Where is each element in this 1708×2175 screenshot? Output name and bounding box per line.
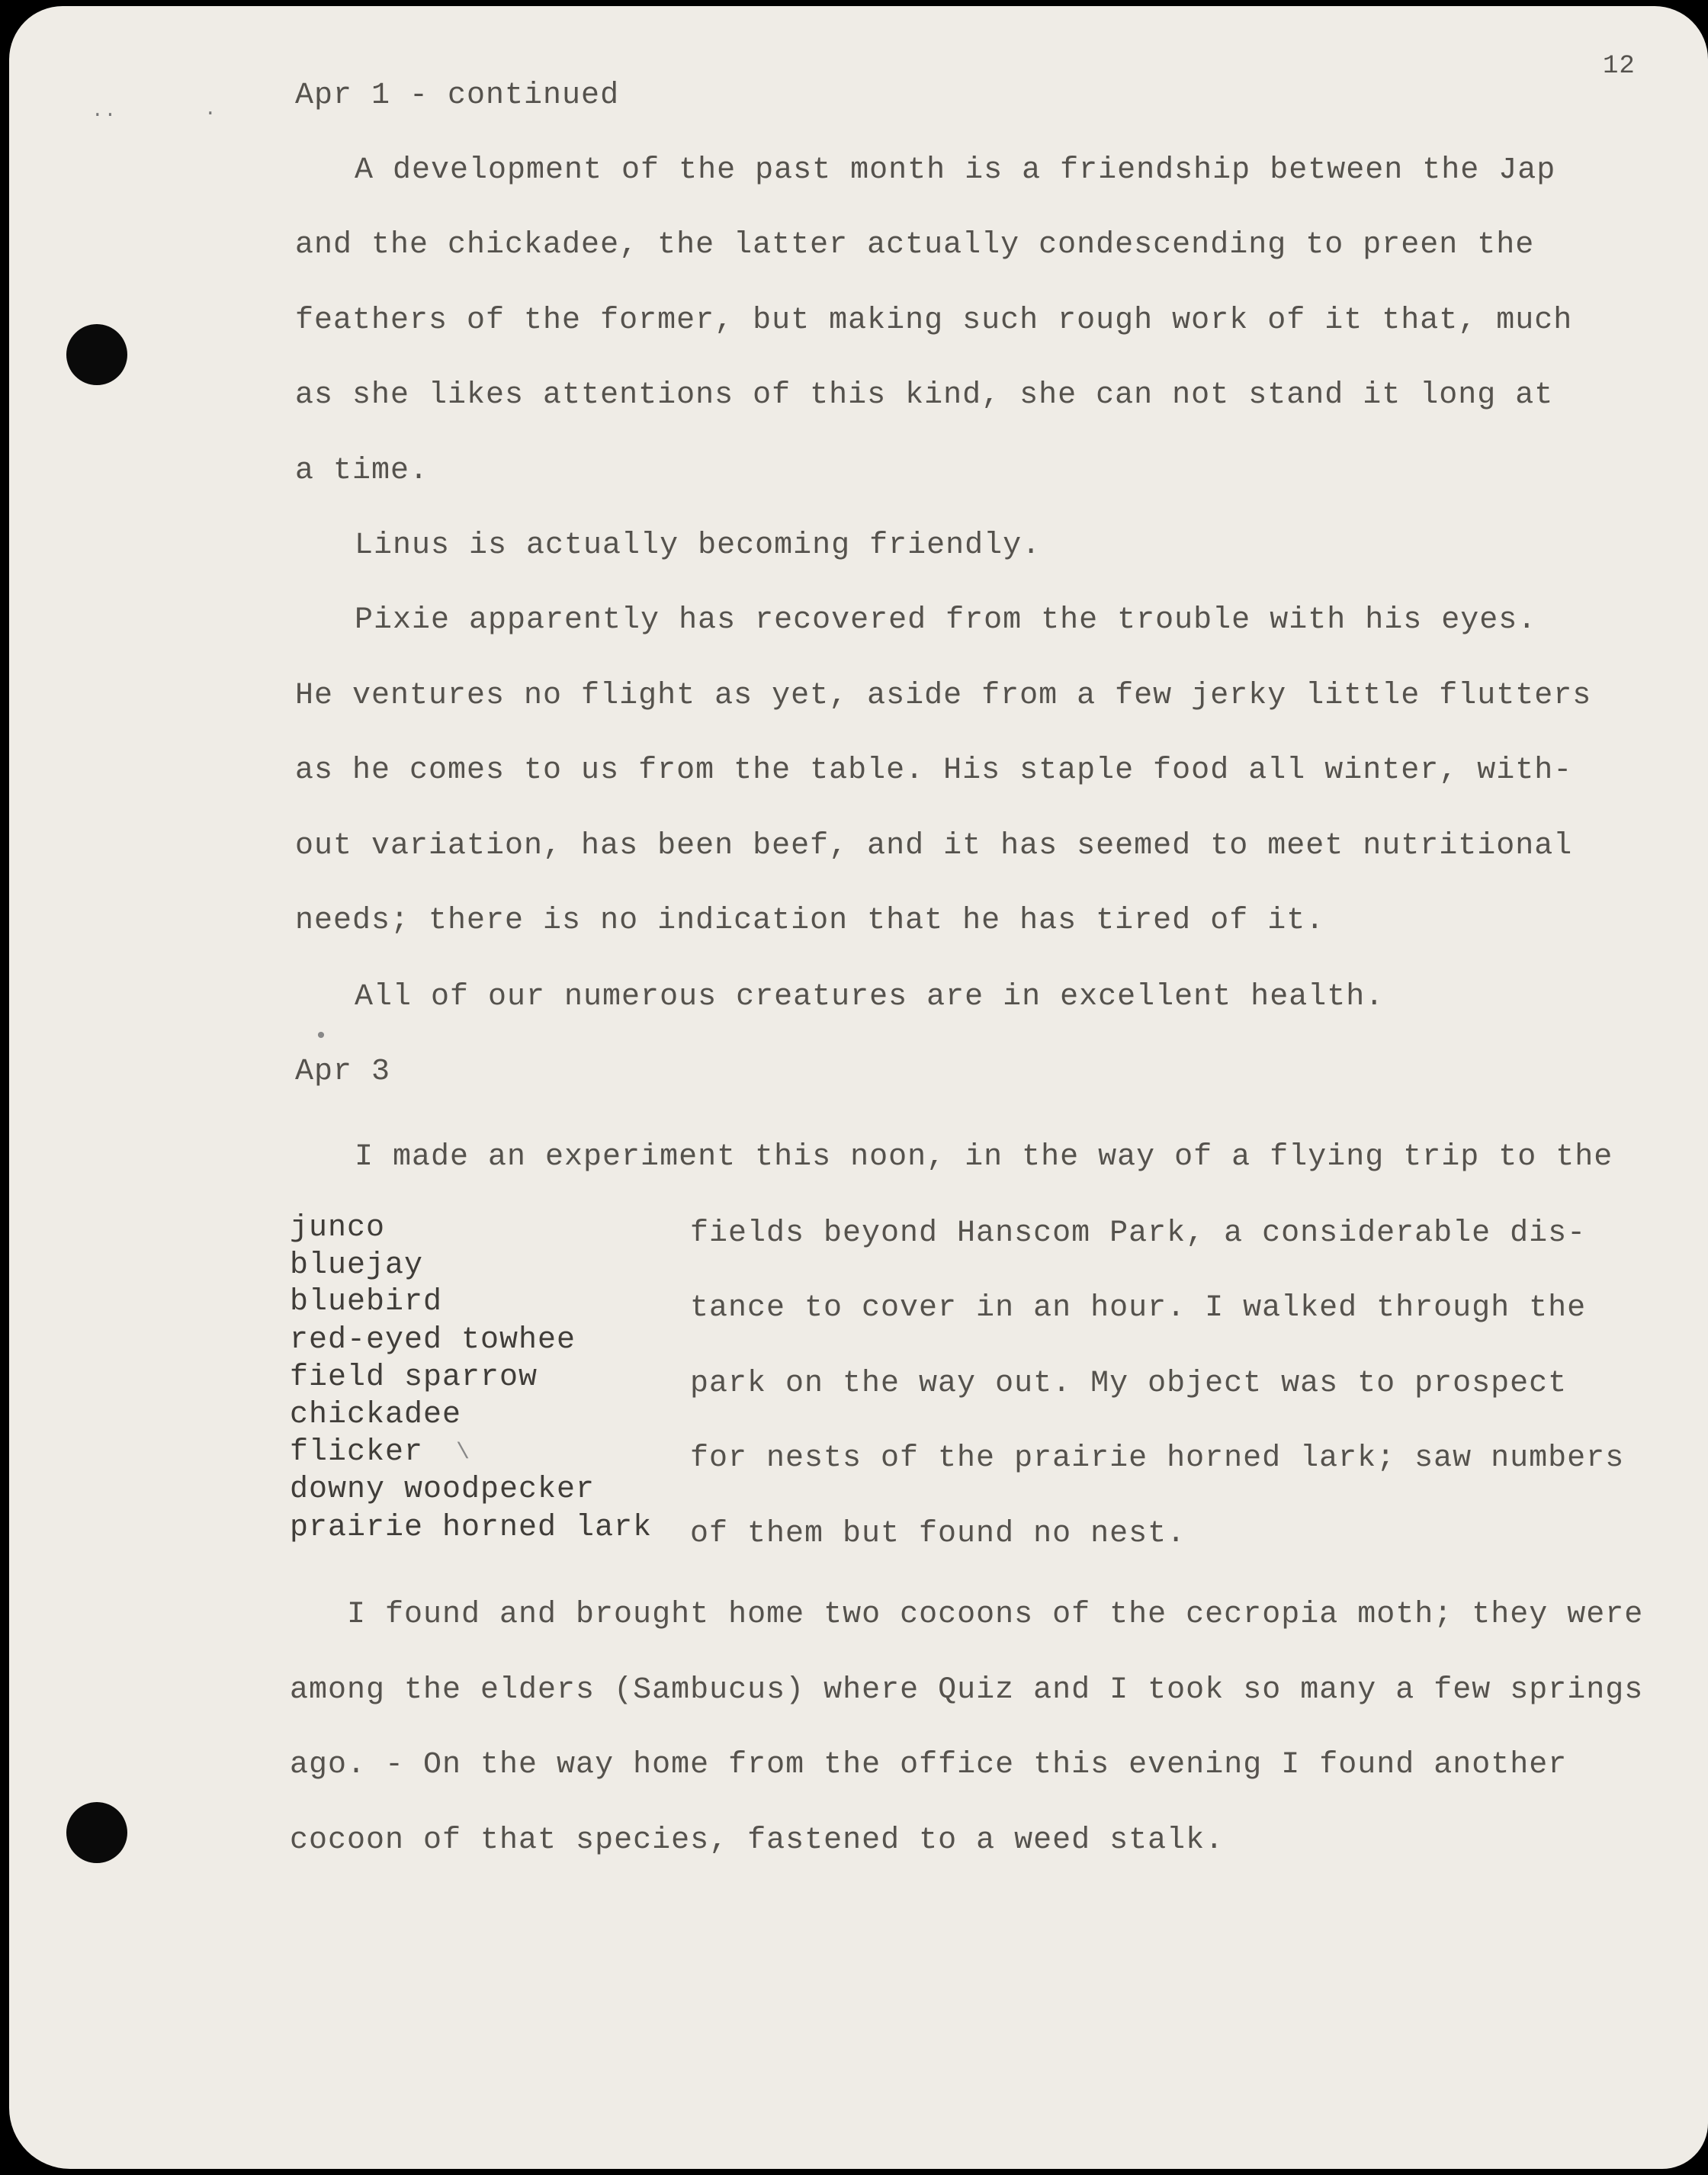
paragraph-line: feathers of the former, but making such rough work of it that, much <box>295 304 1573 338</box>
bird-list-item: prairie horned lark <box>290 1511 653 1545</box>
stray-ink-mark: • <box>314 1024 329 1050</box>
bird-list-item: downy woodpecker <box>290 1473 596 1507</box>
paragraph-line: All of our numerous creatures are in excellent health. <box>355 980 1385 1014</box>
page-number: 12 <box>1603 52 1636 81</box>
paragraph-line: and the chickadee, the latter actually condescending to preen the <box>295 228 1535 262</box>
paragraph-line: a time. <box>295 454 429 488</box>
paragraph-line: I made an experiment this noon, in the way of a flying trip to the <box>355 1140 1613 1174</box>
paragraph-line: I found and brought home two cocoons of the cecropia moth; they were <box>347 1598 1644 1632</box>
paragraph-line: ago. - On the way home from the office this evening I found another <box>290 1748 1568 1782</box>
bird-list-item: field sparrow <box>290 1361 538 1395</box>
paragraph-line: A development of the past month is a friendship between the Jap <box>355 153 1556 188</box>
bird-list-item: junco <box>290 1211 386 1245</box>
bird-list-item: bluebird <box>290 1285 443 1319</box>
paragraph-line: needs; there is no indication that he has tired of it. <box>295 904 1325 938</box>
paragraph-line: among the elders (Sambucus) where Quiz and I took so many a few springs <box>290 1673 1644 1708</box>
stray-ink-mark: \ <box>456 1440 471 1466</box>
entry-heading-apr1: Apr 1 - continued <box>295 79 620 113</box>
paragraph-line: Linus is actually becoming friendly. <box>355 528 1042 563</box>
paragraph-line: as she likes attentions of this kind, she can not stand it long at <box>295 378 1554 413</box>
bird-list-item: red-eyed towhee <box>290 1323 576 1357</box>
paragraph-line: fields beyond Hanscom Park, a considerable dis- <box>690 1216 1587 1251</box>
paragraph-line: for nests of the prairie horned lark; saw numbers <box>690 1441 1625 1476</box>
bird-list-item: chickadee <box>290 1398 462 1432</box>
punch-hole-bottom <box>66 1802 127 1863</box>
punch-hole-top <box>66 324 127 385</box>
document-page <box>9 6 1708 2169</box>
paragraph-line: park on the way out. My object was to prospect <box>690 1367 1568 1401</box>
paragraph-line: He ventures no flight as yet, aside from a few jerky little flutters <box>295 679 1592 713</box>
bird-list-item: bluejay <box>290 1248 424 1283</box>
entry-heading-apr3: Apr 3 <box>295 1055 391 1089</box>
paragraph-line: Pixie apparently has recovered from the trouble with his eyes. <box>355 603 1537 638</box>
paragraph-line: out variation, has been beef, and it has seemed to meet nutritional <box>295 829 1573 863</box>
margin-mark: .. <box>92 99 117 122</box>
paragraph-line: tance to cover in an hour. I walked through the <box>690 1291 1587 1325</box>
paragraph-line: cocoon of that species, fastened to a weed stalk. <box>290 1823 1225 1858</box>
margin-mark: . <box>204 98 217 120</box>
paragraph-line: as he comes to us from the table. His staple food all winter, with- <box>295 753 1573 788</box>
bird-list-item: flicker <box>290 1435 424 1470</box>
paragraph-line: of them but found no nest. <box>690 1517 1186 1551</box>
